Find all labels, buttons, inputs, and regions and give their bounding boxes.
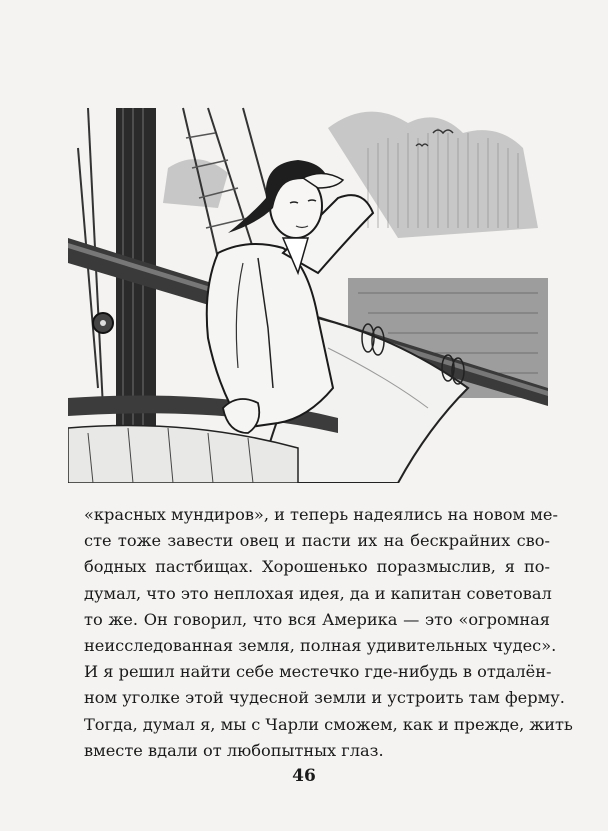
boy-on-ship-drawing (68, 88, 548, 483)
text-line: сте тоже завести овец и пасти их на бескрайних сво- (84, 531, 550, 551)
page-number: 46 (292, 766, 316, 786)
ship-illustration (68, 88, 548, 483)
text-line: бодных пастбищах. Хорошенько поразмыслив, я по- (84, 557, 550, 577)
text-line: И я решил найти себе местечко где-нибудь в отдалён- (84, 662, 552, 682)
text-line: вместе вдали от любопытных глаз. (84, 740, 384, 760)
text-line: думал, что это неплохая идея, да и капитан советовал (84, 583, 552, 603)
text-line: ном уголке этой чудесной земли и устроить там ферму. (84, 688, 565, 708)
text-line: то же. Он говорил, что вся Америка — это «огромная (84, 609, 550, 629)
text-line: «красных мундиров», и теперь надеялись на новом ме- (84, 505, 558, 524)
text-line: Тогда, думал я, мы с Чарли сможем, как и прежде, жить (84, 714, 573, 734)
text-line: неисследованная земля, полная удивительных чудес». (84, 635, 557, 655)
body-text (84, 502, 573, 764)
